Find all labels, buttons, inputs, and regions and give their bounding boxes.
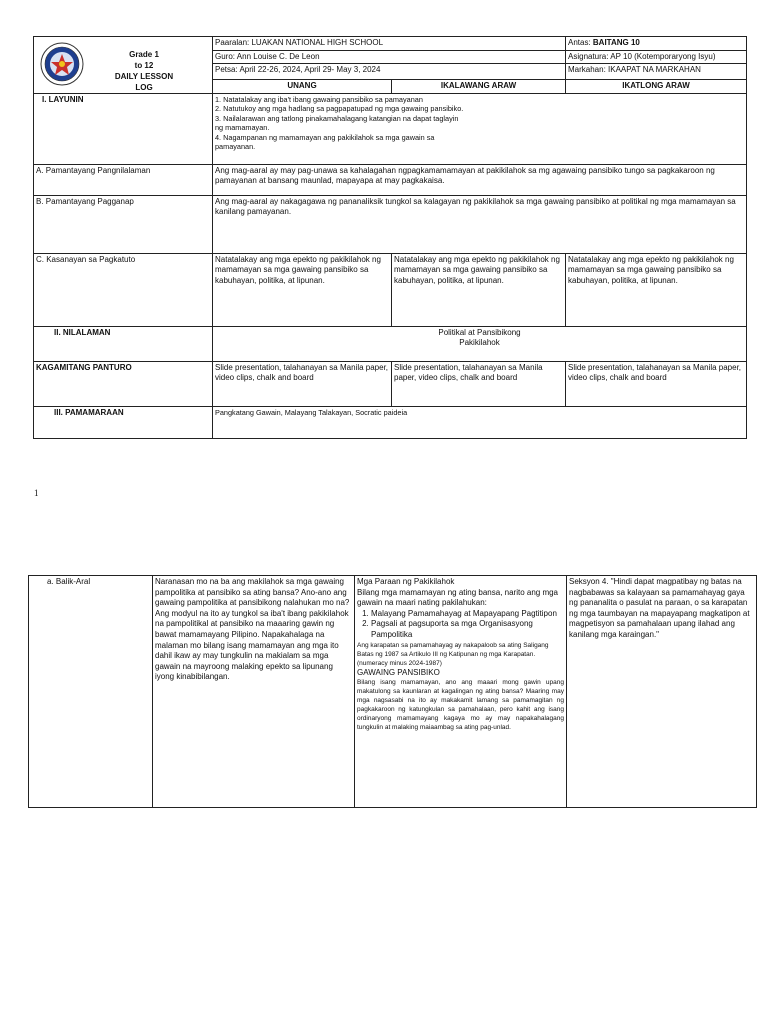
- guro-field: Guro: Ann Louise C. De Leon: [213, 50, 566, 64]
- kasanayan-label: C. Kasanayan sa Pagkatuto: [34, 253, 213, 326]
- grade-title: [104, 49, 184, 93]
- nilalaman-label: II. NILALAMAN: [34, 326, 213, 361]
- layunin-item: 2. Natutukoy ang mga hadlang sa pagpapatupad ng mga gawaing pansibiko.: [215, 104, 464, 113]
- col2-intro: Bilang mga mamamayan ng ating bansa, narito ang mga gawain na maari nating pakilahukan:: [357, 587, 559, 608]
- daily-lesson-log-table: [33, 36, 747, 439]
- nilalaman-content: [213, 326, 747, 361]
- kasanayan-day2: Natatalakay ang mga epekto ng pakikilahok ng mamamayan sa mga gawaing pansibiko sa kabuhayan, politika, at lipunan.: [392, 253, 566, 326]
- header-logo-cell: [34, 37, 213, 94]
- grade-line: LOG: [135, 83, 153, 92]
- grade-line: Grade 1: [129, 50, 159, 59]
- day2-header: IKALAWANG ARAW: [392, 80, 566, 94]
- layunin-content: [213, 93, 747, 164]
- petsa-field: Petsa: April 22-26, 2024, April 29- May 3, 2024: [213, 64, 566, 80]
- balik-aral-label: a. Balik-Aral: [29, 576, 153, 808]
- pangnilalaman-text: Ang mag-aaral ay may pag-unawa sa kahalagahan ngpagkamamamayan at pakikilahok sa mg agawaing pansibiko tungo sa pagkakaroon ng pamayanan at bansang maunlad, mapayapa at may pagkakaisa.: [213, 164, 747, 195]
- antas-field: [566, 37, 747, 51]
- antas-label: Antas:: [568, 38, 593, 47]
- paaralan-field: Paaralan: LUAKAN NATIONAL HIGH SCHOOL: [213, 37, 566, 51]
- antas-value: BAITANG 10: [592, 38, 640, 47]
- participation-list: [357, 609, 564, 641]
- list-item: 1. Malayang Pamamahayag at Mapayapang Pagtitipon: [371, 609, 564, 620]
- grade-line: DAILY LESSON: [114, 72, 174, 81]
- deped-seal-icon: [40, 42, 84, 86]
- day3-header: IKATLONG ARAW: [566, 80, 747, 94]
- kagamitan-day1: Slide presentation, talahanayan sa Manila paper, video clips, chalk and board: [213, 361, 392, 406]
- list-item: 2. Pagsali at pagsuporta sa mga Organisasyong Pampolitika: [371, 619, 564, 640]
- pamamaraan-label: III. PAMAMARAAN: [34, 406, 213, 438]
- col2-title: Mga Paraan ng Pakikilahok: [357, 577, 455, 586]
- balik-aral-table: [28, 575, 757, 808]
- col2-note: Ang karapatan sa pamamahayag ay nakapaloob sa ating Saligang Batas ng 1987 sa Artikulo III ng Katipunan ng mga Karapatan. (numeracy minus 2024-1987): [357, 641, 549, 667]
- kagamitan-day2: Slide presentation, talahanayan sa Manila paper, video clips, chalk and board: [392, 361, 566, 406]
- layunin-item: 1. Natatalakay ang iba't ibang gawaing pansibiko sa pamayanan: [215, 94, 423, 104]
- kasanayan-day3: Natatalakay ang mga epekto ng pakikilahok ng mamamayan sa mga gawaing pansibiko sa kabuhayan, politika, at lipunan.: [566, 253, 747, 326]
- grade-line: to 12: [134, 61, 154, 70]
- layunin-item: 4. Nagampanan ng mamamayan ang pakikilahok sa mga gawain sa: [215, 132, 435, 142]
- kasanayan-day1: Natatalakay ang mga epekto ng pakikilahok ng mamamayan sa mga gawaing pansibiko sa kabuhayan, politika, at lipunan.: [213, 253, 392, 326]
- nilalaman-line: Politikal at Pansibikong: [438, 327, 521, 337]
- kagamitan-label: KAGAMITANG PANTURO: [34, 361, 213, 406]
- col2-heading: GAWAING PANSIBIKO: [357, 667, 440, 677]
- day1-header: UNANG: [213, 80, 392, 94]
- markahan-field: Markahan: IKAAPAT NA MARKAHAN: [566, 64, 747, 80]
- kagamitan-day3: Slide presentation, talahanayan sa Manila paper, video clips, chalk and board: [566, 361, 747, 406]
- balik-aral-col3: Seksyon 4. "Hindi dapat magpatibay ng batas na nagbabawas sa kalayaan sa pamamahayag gaya ng pananalita o pasulat na paraan, o sa karapatan ng mga taumbayan na mapayapang magkatipon at magpetisyon sa pamahalaan upang ilahad ang kanilang mga karaingan.": [567, 576, 757, 808]
- balik-aral-col1: Naranasan mo na ba ang makilahok sa mga gawaing pampolitika at pansibiko sa ating bansa? Ano-ano ang gawaing pampolitika at pansibikong nalahukan mo na? Ang modyul na ito ay tungkol sa iba't ibang pakikilahok na pampolitikal at pansibiko na maaaring gawin ng bawat mamamayang Pilipino. Napakahalaga na malaman mo bilang isang mamamayan ang mga ito dahil ikaw ay may tungkulin na makialam sa mga gawain na mayroong malaking epekto sa lipunang iyong kinabibilangan.: [153, 576, 355, 808]
- balik-aral-col2: [355, 576, 567, 808]
- col2-paragraph: Bilang isang mamamayan, ano ang maaari mong gawin upang makatulong sa kaunlaran at kagalingan ng ating bansa? Maaring may mga nagsasabi na ito ay makakamit lamang sa pamamagitan ng pagkakaroon ng katungkulan sa pamahalaan, pero kahit ang isang ordinaryong mamamayang kagaya mo ay may napakahalagang tungkulin at malaking maiaambag sa ating pag-unlad.: [357, 679, 564, 732]
- layunin-item: pamayanan.: [215, 142, 256, 151]
- layunin-item: ng mamamayan.: [215, 123, 270, 132]
- layunin-item: 3. Nailalarawan ang tatlong pinakamahalagang katangian na dapat taglayin: [215, 113, 459, 123]
- nilalaman-line: Pakikilahok: [459, 338, 500, 347]
- asignatura-field: Asignatura: AP 10 (Kotemporaryong Isyu): [566, 50, 747, 64]
- layunin-label: I. LAYUNIN: [34, 93, 213, 164]
- pagganap-text: Ang mag-aaral ay nakagagawa ng pananaliksik tungkol sa kalagayan ng pakikilahok sa mga gawaing pansibiko at politikal ng mga mamamayan sa kanilang pamayanan.: [213, 195, 747, 253]
- pamamaraan-text: Pangkatang Gawain, Malayang Talakayan, Socratic paideia: [213, 406, 747, 438]
- page-number: 1: [34, 488, 39, 498]
- pangnilalaman-label: A. Pamantayang Pangnilalaman: [34, 164, 213, 195]
- pagganap-label: B. Pamantayang Pagganap: [34, 195, 213, 253]
